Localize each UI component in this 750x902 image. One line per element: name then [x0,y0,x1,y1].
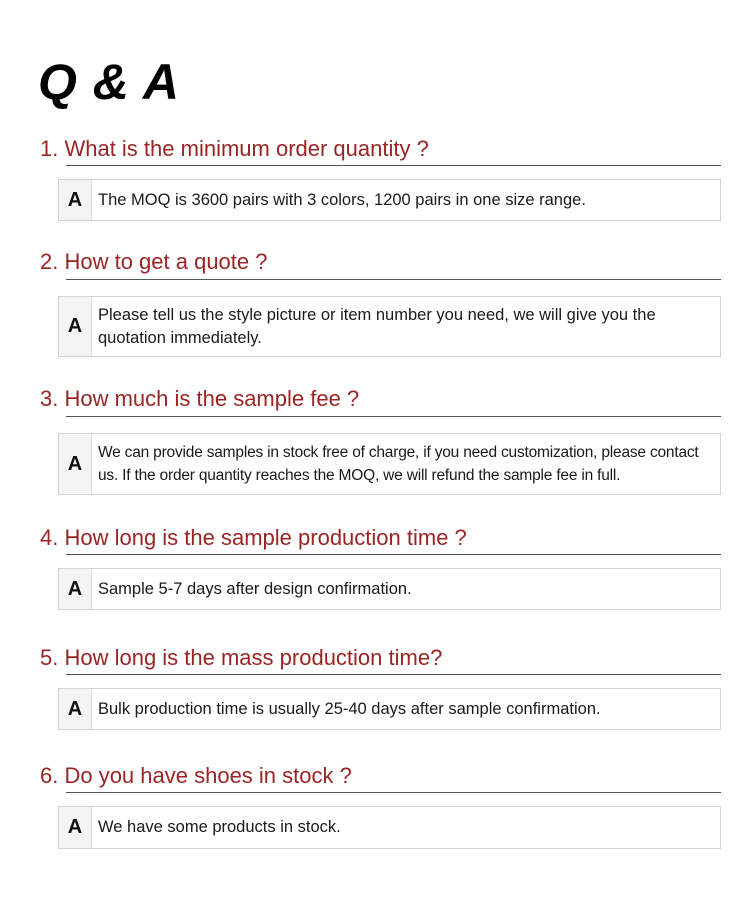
question-1: 1. What is the minimum order quantity ? [40,136,429,161]
answer-box-5 [58,688,721,730]
question-4: 4. How long is the sample production time ? [40,525,467,550]
question-3: 3. How much is the sample fee ? [40,386,360,411]
question-2: 2. How to get a quote ? [40,249,268,274]
answer-label: A [67,452,83,475]
question-6: 6. Do you have shoes in stock ? [40,763,352,788]
question-divider [66,792,721,793]
answer-text-4: Sample 5-7 days after design confirmation. [91,569,720,609]
question-divider [66,416,721,417]
page-title: Q & A [38,54,181,110]
answer-label: A [67,697,83,720]
answer-text-6: We have some products in stock. [91,807,720,848]
question-divider [66,674,721,675]
question-divider [66,279,721,280]
answer-label: A [67,816,83,838]
answer-label: A [67,577,83,600]
answer-box-3 [58,433,721,495]
answer-box-6 [58,806,721,849]
answer-label: A [67,315,83,337]
answer-box-1 [58,179,721,221]
answer-box-4 [58,568,721,610]
question-divider [66,554,721,555]
question-5: 5. How long is the mass production time? [40,645,443,670]
answer-text-1: The MOQ is 3600 pairs with 3 colors, 1200 pairs in one size range. [91,180,720,220]
answer-label: A [67,188,83,211]
question-divider [66,165,721,166]
answer-text-2: Please tell us the style picture or item number you need, we will give you the quotation immediately. [91,297,720,356]
answer-text-5: Bulk production time is usually 25-40 days after sample confirmation. [91,689,720,729]
answer-text-3: We can provide samples in stock free of charge, if you need customization, please contact us. If the order quantity reaches the MOQ, we will refund the sample fee in full. [91,434,720,494]
answer-box-2 [58,296,721,357]
